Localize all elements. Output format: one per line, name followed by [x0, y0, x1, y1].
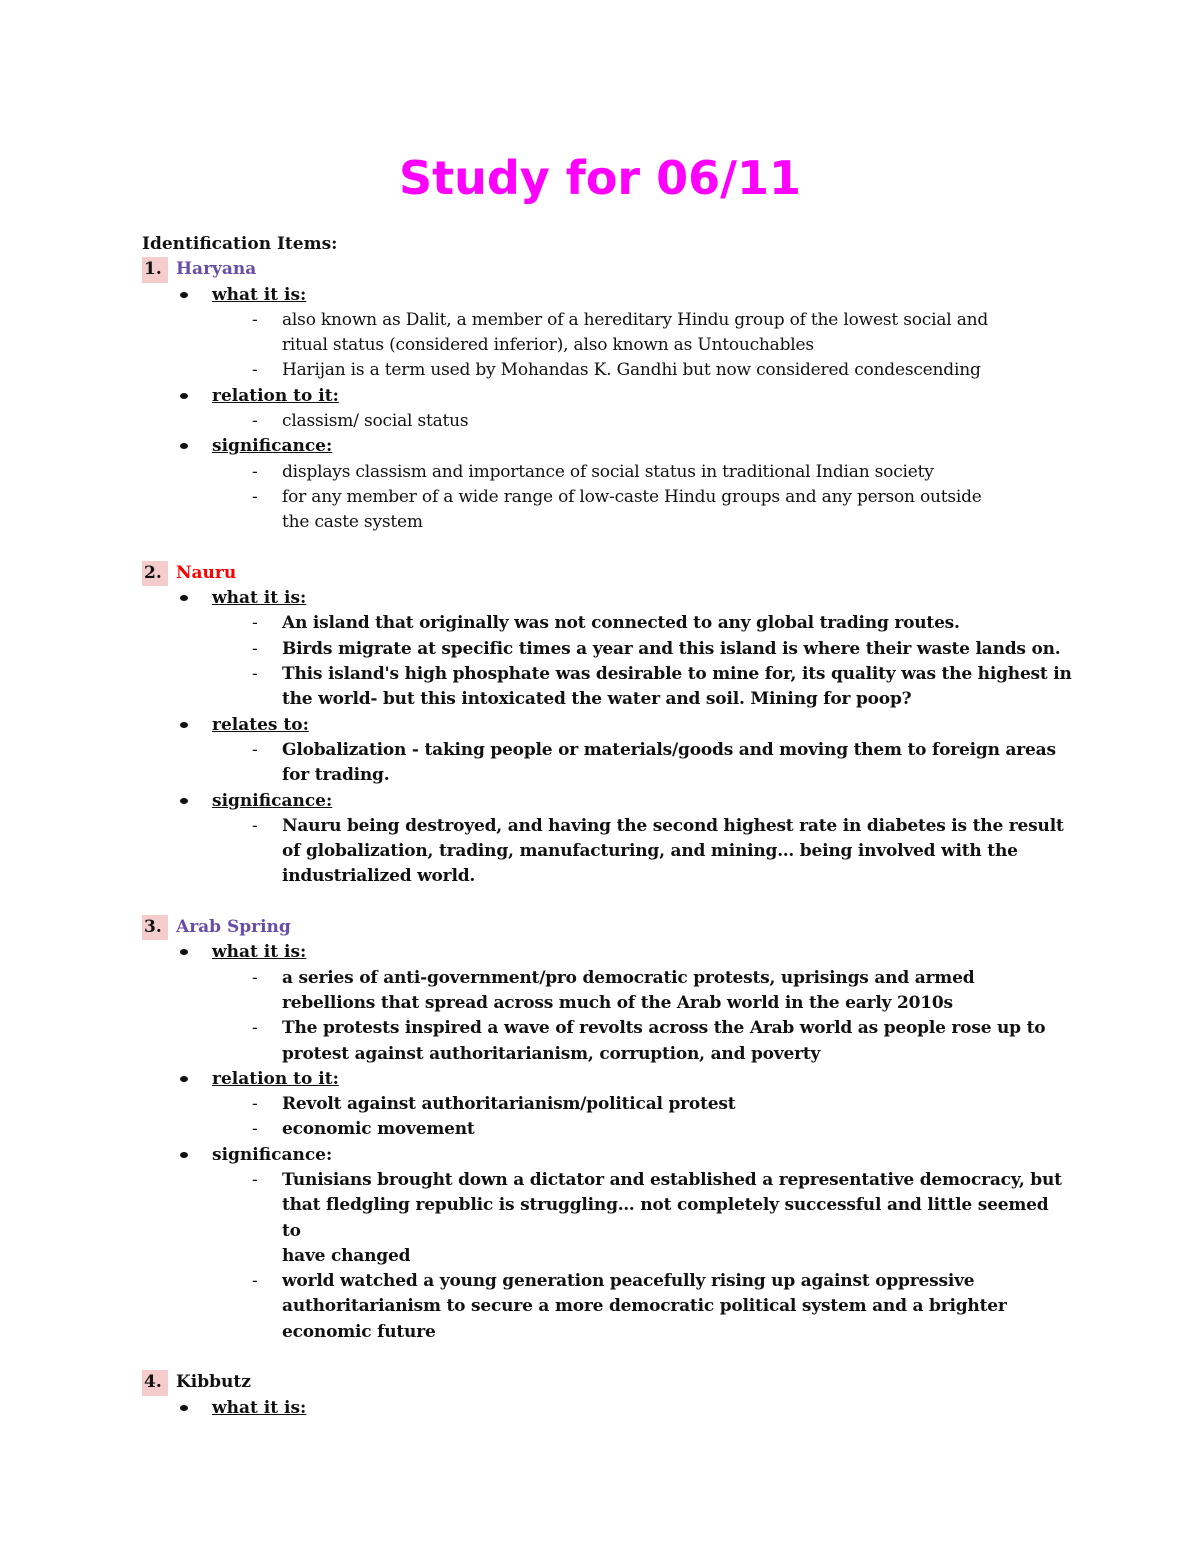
page-title: Study for 06/11 [399, 151, 801, 205]
point-text: for trading. [282, 765, 390, 786]
point-text: authoritarianism to secure a more democratic political system and a brighter [282, 1296, 1007, 1317]
point-text: Tunisians brought down a dictator and established a representative democracy, but [282, 1169, 1062, 1190]
item-section [142, 940, 1072, 965]
point-text: have changed [282, 1245, 411, 1266]
dash-icon: - [252, 1094, 258, 1115]
dash-icon: - [252, 613, 258, 634]
section-label: significance: [212, 1144, 333, 1165]
section-label: what it is: [212, 588, 307, 609]
dash-icon: - [252, 461, 258, 482]
point-text: economic future [282, 1321, 436, 1342]
point-text: classism/ social status [282, 411, 469, 432]
dash-icon: - [252, 967, 258, 988]
item-section [142, 384, 1072, 409]
point-text: This island's high phosphate was desirable to mine for, its quality was the highest in [282, 664, 1072, 685]
bullet-icon [180, 1152, 188, 1158]
point-text: a series of anti-government/pro democratic protests, uprisings and armed [282, 967, 975, 988]
section-label: what it is: [212, 284, 307, 305]
bullet-icon [180, 443, 188, 449]
bullet-point-line [142, 409, 1072, 434]
identification-item [142, 561, 1072, 890]
point-text: world watched a young generation peacefully rising up against oppressive [282, 1271, 975, 1292]
dash-icon: - [252, 1018, 258, 1039]
point-text: The protests inspired a wave of revolts across the Arab world as people rose up to [282, 1018, 1046, 1039]
point-text: displays classism and importance of social status in traditional Indian society [282, 461, 934, 482]
bullet-point-line [142, 839, 1072, 864]
section-label: relation to it: [212, 1068, 339, 1089]
point-text: economic movement [282, 1119, 475, 1140]
bullet-icon [180, 798, 188, 804]
item-section [142, 1067, 1072, 1092]
bullet-point-line [142, 485, 1072, 510]
section-label: significance: [212, 436, 333, 457]
bullet-point-line [142, 1320, 1072, 1345]
dash-icon: - [252, 486, 258, 507]
dash-icon: - [252, 1169, 258, 1190]
item-section [142, 1143, 1072, 1168]
item-heading [142, 561, 1072, 586]
item-name: Nauru [176, 562, 237, 583]
bullet-point-line [142, 1042, 1072, 1067]
point-text: protest against authoritarianism, corruption, and poverty [282, 1043, 821, 1064]
point-text: rebellions that spread across much of the Arab world in the early 2010s [282, 992, 953, 1013]
dash-icon: - [252, 638, 258, 659]
dash-icon: - [252, 739, 258, 760]
section-heading: Identification Items: [142, 234, 338, 254]
bullet-icon [180, 1405, 188, 1411]
section-label: what it is: [212, 1397, 307, 1418]
bullet-point-line [142, 966, 1072, 991]
item-section [142, 434, 1072, 459]
dash-icon: - [252, 664, 258, 685]
bullet-point-line [142, 460, 1072, 485]
bullet-point-line [142, 358, 1072, 383]
bullet-point-line [142, 1269, 1072, 1294]
point-text: Nauru being destroyed, and having the second highest rate in diabetes is the result [282, 815, 1064, 836]
point-text: of globalization, trading, manufacturing, and mining… being involved with the [282, 841, 1018, 862]
point-text: An island that originally was not connected to any global trading routes. [282, 613, 960, 634]
dash-icon: - [252, 309, 258, 330]
point-text: Birds migrate at specific times a year and this island is where their waste lands on. [282, 638, 1061, 659]
item-name: Kibbutz [176, 1372, 251, 1393]
section-label: relates to: [212, 714, 309, 735]
bullet-icon [180, 722, 188, 728]
bullet-point-line [142, 637, 1072, 662]
point-text: the caste system [282, 512, 423, 533]
item-section [142, 1396, 1072, 1421]
item-number: 1. [142, 257, 168, 282]
point-text: the world- but this intoxicated the water and soil. Mining for poop? [282, 689, 912, 710]
item-heading [142, 915, 1072, 940]
section-label: significance: [212, 790, 333, 811]
section-label: relation to it: [212, 385, 339, 406]
item-section [142, 283, 1072, 308]
point-text: for any member of a wide range of low-caste Hindu groups and any person outside [282, 486, 982, 507]
bullet-icon [180, 595, 188, 601]
point-text: Harijan is a term used by Mohandas K. Gandhi but now considered condescending [282, 360, 981, 381]
bullet-icon [180, 949, 188, 955]
identification-item [142, 257, 1072, 535]
bullet-icon [180, 292, 188, 298]
identification-item [142, 1370, 1072, 1421]
bullet-point-line [142, 1117, 1072, 1142]
dash-icon: - [252, 1119, 258, 1140]
bullet-point-line [142, 1168, 1072, 1193]
bullet-point-line [142, 864, 1072, 889]
bullet-point-line [142, 991, 1072, 1016]
item-name: Haryana [176, 259, 257, 280]
item-heading [142, 1370, 1072, 1395]
bullet-point-line [142, 763, 1072, 788]
spacer [142, 890, 1072, 915]
spacer [142, 536, 1072, 561]
bullet-point-line [142, 1193, 1072, 1244]
identification-item [142, 915, 1072, 1345]
bullet-point-line [142, 333, 1072, 358]
item-heading [142, 257, 1072, 282]
bullet-point-line [142, 308, 1072, 333]
item-number: 4. [142, 1370, 168, 1395]
item-section [142, 586, 1072, 611]
point-text: Globalization - taking people or materials/goods and moving them to foreign areas [282, 739, 1056, 760]
point-text: that fledgling republic is struggling… not completely successful and little seemed to [282, 1195, 1049, 1241]
point-text: industrialized world. [282, 866, 476, 887]
bullet-point-line [142, 1092, 1072, 1117]
dash-icon: - [252, 360, 258, 381]
item-name: Arab Spring [176, 917, 291, 938]
section-label: what it is: [212, 942, 307, 963]
bullet-point-line [142, 510, 1072, 535]
item-number: 2. [142, 561, 168, 586]
bullet-icon [180, 1076, 188, 1082]
bullet-point-line [142, 687, 1072, 712]
dash-icon: - [252, 815, 258, 836]
dash-icon: - [252, 411, 258, 432]
bullet-icon [180, 393, 188, 399]
bullet-point-line [142, 738, 1072, 763]
spacer [142, 1345, 1072, 1370]
point-text: ritual status (considered inferior), also known as Untouchables [282, 335, 814, 356]
item-number: 3. [142, 915, 168, 940]
document-content [142, 232, 1072, 1421]
point-text: also known as Dalit, a member of a hereditary Hindu group of the lowest social and [282, 309, 989, 330]
bullet-point-line [142, 662, 1072, 687]
bullet-point-line [142, 611, 1072, 636]
bullet-point-line [142, 814, 1072, 839]
dash-icon: - [252, 1271, 258, 1292]
point-text: Revolt against authoritarianism/political protest [282, 1094, 736, 1115]
bullet-point-line [142, 1016, 1072, 1041]
item-section [142, 789, 1072, 814]
bullet-point-line [142, 1294, 1072, 1319]
bullet-point-line [142, 1244, 1072, 1269]
item-section [142, 713, 1072, 738]
